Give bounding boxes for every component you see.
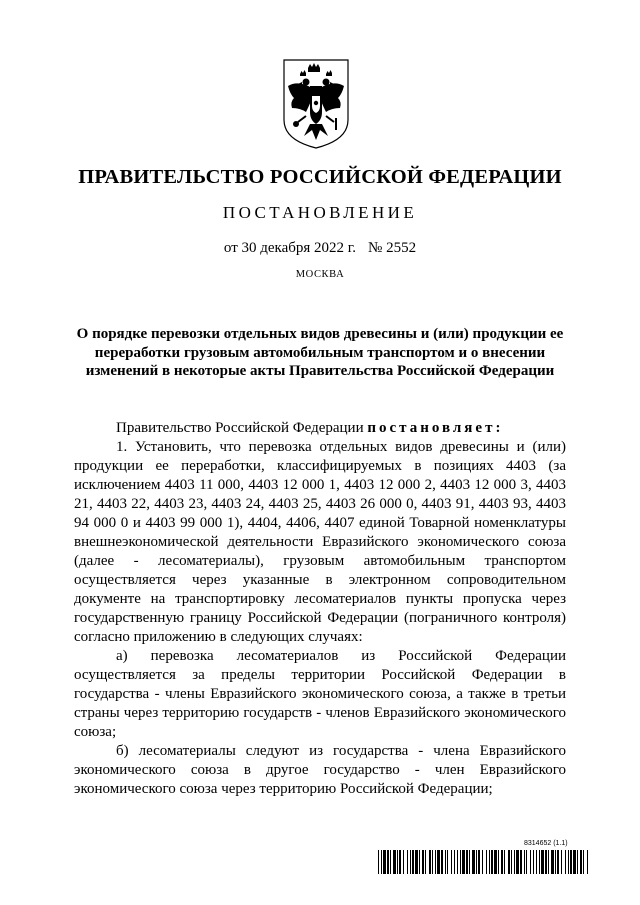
barcode-bar	[548, 850, 549, 874]
barcode-bar	[419, 850, 420, 874]
barcode-icon	[378, 850, 588, 874]
barcode-bar	[451, 850, 452, 874]
barcode-bar	[524, 850, 525, 874]
barcode-bar	[383, 850, 386, 874]
paragraph-1: 1. Установить, что перевозка отдельных видов древесины и (или) продукции ее переработки, классифицируемых в позициях 4403 (за исключением 4403 11 000, 4403 12 000 1, 4403 12 000 2, 4403 12 000 3, 4403 21, 4403 22, 4403 23, 4403 24, 4403 25, 4403 26 000 0, 4403 91, 4403 93, 4403 94 000 0 и 4403 99 000 1), 4404, 4406, 4407 единой Товарной номенклатуры внешнеэкономической деятельности Евразийского экономического союза (далее - лесоматериалы), грузовым автомобильным транспортом осуществляется через указанные в электронном сопроводительном документе на транспортировку лесоматериалов пункты пропуска через государственную границу Российской Федерации (пограничного контроля) согласно приложению в следующих случаях:	[74, 439, 566, 645]
barcode-bar	[551, 850, 554, 874]
barcode-bar	[397, 850, 398, 874]
barcode-bar	[415, 850, 418, 874]
barcode-bar	[501, 850, 503, 874]
barcode-bar	[454, 850, 455, 874]
paragraph-b: б) лесоматериалы следуют из государства - члена Евразийского экономического союза в другое государство - член Евразийского экономического союза через территорию Российской Федерации;	[74, 743, 566, 797]
barcode-bar	[462, 850, 465, 874]
barcode-bar	[407, 850, 408, 874]
barcode-bar	[570, 850, 572, 874]
barcode-bar	[508, 850, 510, 874]
barcode-bar	[378, 850, 379, 874]
barcode-bar	[422, 850, 424, 874]
barcode-bar	[469, 850, 470, 874]
document-date: от 30 декабря 2022 г.	[223, 240, 357, 256]
russian-coat-of-arms-icon	[282, 58, 350, 150]
barcode-bar	[478, 850, 480, 874]
barcode-bar	[568, 850, 569, 874]
barcode-bar	[472, 850, 475, 874]
barcode-bar	[511, 850, 512, 874]
barcode-bar	[435, 850, 436, 874]
barcode-bar	[565, 850, 566, 874]
barcode-bar	[587, 850, 588, 874]
intro-paragraph	[74, 419, 566, 438]
government-title: ПРАВИТЕЛЬСТВО РОССИЙСКОЙ ФЕДЕРАЦИИ	[78, 166, 562, 188]
barcode-bar	[412, 850, 414, 874]
barcode-bar	[545, 850, 547, 874]
barcode-bar	[583, 850, 584, 874]
barcode-bar	[447, 850, 448, 874]
barcode-bar	[437, 850, 440, 874]
barcode-bar	[476, 850, 477, 874]
barcode-bar	[491, 850, 493, 874]
barcode-bar	[514, 850, 515, 874]
barcode-bar	[577, 850, 578, 874]
barcode-bar	[520, 850, 522, 874]
document-body	[74, 419, 566, 799]
document-date-line	[0, 240, 640, 257]
barcode-bar	[403, 850, 404, 874]
barcode-bar	[539, 850, 540, 874]
barcode-bar	[536, 850, 537, 874]
barcode-bar	[498, 850, 499, 874]
barcode-bar	[482, 850, 483, 874]
barcode-bar	[516, 850, 519, 874]
document-number: № 2552	[368, 240, 417, 256]
barcode-bar	[504, 850, 505, 874]
barcode-bar	[580, 850, 582, 874]
barcode-bar	[494, 850, 497, 874]
barcode-bar	[460, 850, 461, 874]
barcode-bar	[441, 850, 443, 874]
barcode-bar	[432, 850, 433, 874]
barcode-bar	[541, 850, 544, 874]
barcode-number: 8314652 (1.1)	[524, 840, 568, 847]
barcode-bar	[410, 850, 411, 874]
barcode-bar	[530, 850, 531, 874]
barcode-bar	[557, 850, 559, 874]
barcode-bar	[555, 850, 556, 874]
barcode-bar	[489, 850, 490, 874]
document-type: ПОСТАНОВЛЕНИЕ	[222, 203, 418, 222]
barcode-bar	[393, 850, 396, 874]
barcode-bar	[429, 850, 431, 874]
barcode-bar	[533, 850, 534, 874]
document-heading: О порядке перевозки отдельных видов древесины и (или) продукции ее переработки грузовым автомобильным транспортом и о внесении изменений в некоторые акты Правительства Российской Федерации	[76, 326, 564, 380]
barcode-bar	[486, 850, 487, 874]
barcode-bar	[466, 850, 468, 874]
barcode-bar	[387, 850, 389, 874]
barcode-bar	[390, 850, 391, 874]
intro-verb: постановляет:	[367, 420, 504, 436]
barcode-bar	[457, 850, 458, 874]
document-city: МОСКВА	[295, 269, 345, 280]
barcode-bar	[425, 850, 426, 874]
barcode-bar	[561, 850, 562, 874]
barcode-bar	[381, 850, 382, 874]
intro-subject: Правительство Российской Федерации	[116, 420, 364, 436]
barcode-bar	[526, 850, 527, 874]
paragraph-a: а) перевозка лесоматериалов из Российской Федерации осуществляется за пределы территории Российской Федерации в государства - члены Евразийского экономического союза, а также в третьи страны через территорию государств - членов Евразийского экономического союза;	[74, 648, 566, 740]
barcode-bar	[399, 850, 401, 874]
barcode-bar	[573, 850, 576, 874]
barcode-bar	[445, 850, 446, 874]
